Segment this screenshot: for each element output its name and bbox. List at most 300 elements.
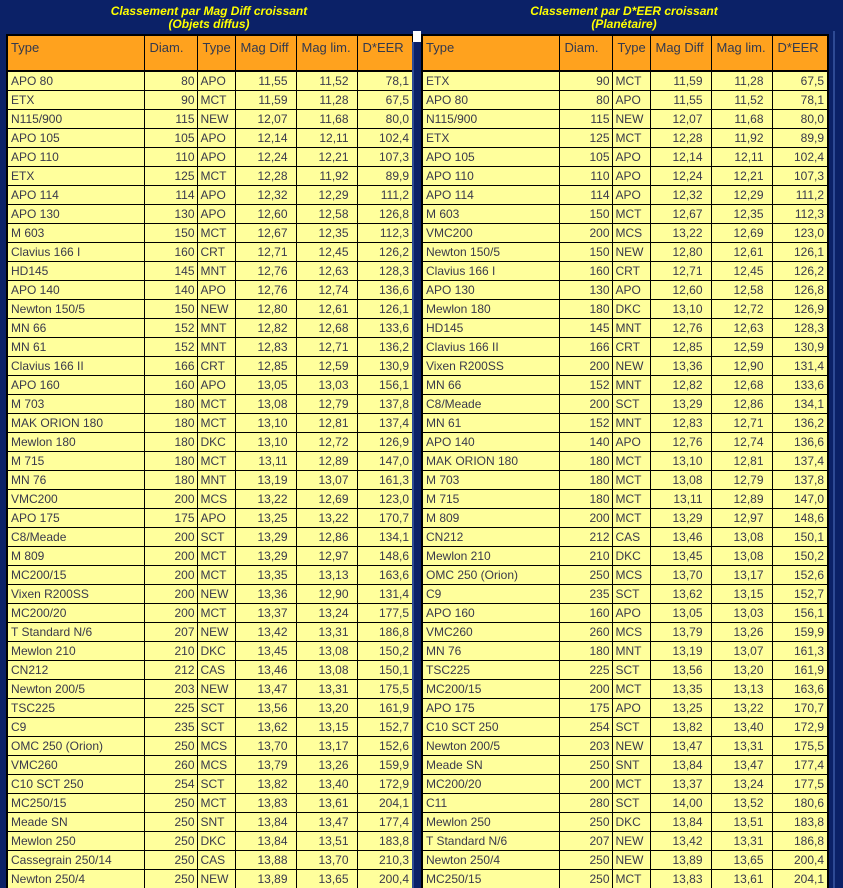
cell: 12,45: [711, 261, 772, 280]
cell: 137,4: [357, 413, 413, 432]
cell: 11,28: [711, 71, 772, 90]
cell: Mewlon 250: [422, 812, 559, 831]
cell: C9: [7, 717, 144, 736]
cell: 128,3: [772, 318, 828, 337]
cell: APO: [197, 71, 235, 90]
left-table-body: [7, 71, 413, 888]
cell: DKC: [197, 432, 235, 451]
table-row: [7, 299, 413, 318]
cell: 13,13: [711, 679, 772, 698]
cell: 13,45: [650, 546, 711, 565]
cell: HD145: [422, 318, 559, 337]
cell: M 703: [7, 394, 144, 413]
cell: MNT: [197, 261, 235, 280]
cell: DKC: [612, 546, 650, 565]
cell: 186,8: [357, 622, 413, 641]
table-row: [7, 584, 413, 603]
cell: 12,61: [711, 242, 772, 261]
cell: 177,4: [357, 812, 413, 831]
table-row: [422, 527, 828, 546]
cell: 12,97: [296, 546, 357, 565]
cell: 200: [559, 679, 612, 698]
cell: Newton 200/5: [7, 679, 144, 698]
cell: Mewlon 210: [422, 546, 559, 565]
cell: Clavius 166 II: [422, 337, 559, 356]
column-header-type2: Type: [612, 35, 650, 71]
table-row: [7, 128, 413, 147]
cell: ETX: [7, 166, 144, 185]
cell: 105: [559, 147, 612, 166]
cell: APO: [197, 185, 235, 204]
cell: 90: [144, 90, 197, 109]
table-row: [422, 90, 828, 109]
cell: 200: [144, 584, 197, 603]
cell: MN 61: [422, 413, 559, 432]
cell: 12,58: [711, 280, 772, 299]
table-row: [422, 280, 828, 299]
cell: 13,56: [235, 698, 296, 717]
cell: 150,1: [357, 660, 413, 679]
cell: 12,97: [711, 508, 772, 527]
cell: APO: [197, 204, 235, 223]
table-row: [422, 318, 828, 337]
cell: 128,3: [357, 261, 413, 280]
cell: MCT: [197, 603, 235, 622]
cell: NEW: [197, 679, 235, 698]
cell: APO 105: [7, 128, 144, 147]
cell: 12,72: [296, 432, 357, 451]
cell: 13,17: [711, 565, 772, 584]
cell: 13,08: [711, 546, 772, 565]
table-row: [7, 717, 413, 736]
cell: 12,80: [650, 242, 711, 261]
cell: APO 140: [7, 280, 144, 299]
table-row: [422, 831, 828, 850]
cell: 186,8: [772, 831, 828, 850]
cell: 13,19: [650, 641, 711, 660]
table-row: [422, 679, 828, 698]
cell: CN212: [7, 660, 144, 679]
cell: SCT: [612, 584, 650, 603]
cell: 13,03: [711, 603, 772, 622]
cell: 13,08: [711, 527, 772, 546]
cell: SCT: [612, 394, 650, 413]
cell: 13,83: [650, 869, 711, 888]
right-table-body: [422, 71, 828, 888]
cell: 107,3: [772, 166, 828, 185]
cell: 280: [559, 793, 612, 812]
table-row: [422, 869, 828, 888]
header-row: [7, 35, 413, 71]
cell: 131,4: [772, 356, 828, 375]
table-row: [422, 185, 828, 204]
cell: Mewlon 180: [7, 432, 144, 451]
cell: CAS: [197, 660, 235, 679]
table-row: [7, 280, 413, 299]
cell: MCT: [197, 413, 235, 432]
cell: 13,10: [235, 413, 296, 432]
cell: 12,21: [711, 166, 772, 185]
cell: 212: [144, 660, 197, 679]
cell: 200: [559, 508, 612, 527]
left-ranking-panel: [6, 0, 412, 888]
cell: 13,47: [650, 736, 711, 755]
cell: 13,29: [650, 508, 711, 527]
cell: 89,9: [357, 166, 413, 185]
cell: 12,90: [711, 356, 772, 375]
cell: APO: [612, 147, 650, 166]
cell: 159,9: [772, 622, 828, 641]
cell: Mewlon 180: [422, 299, 559, 318]
table-row: [7, 679, 413, 698]
cell: 13,51: [711, 812, 772, 831]
table-row: [422, 432, 828, 451]
cell: 126,8: [357, 204, 413, 223]
table-row: [422, 508, 828, 527]
table-row: [7, 261, 413, 280]
cell: 13,22: [296, 508, 357, 527]
right-frame-edge: [833, 31, 835, 888]
cell: 13,51: [296, 831, 357, 850]
table-row: [422, 128, 828, 147]
table-row: [422, 166, 828, 185]
cell: 12,76: [235, 280, 296, 299]
table-row: [7, 622, 413, 641]
cell: 12,59: [296, 356, 357, 375]
cell: 13,70: [650, 565, 711, 584]
cell: 13,47: [235, 679, 296, 698]
cell: 13,07: [711, 641, 772, 660]
cell: 111,2: [772, 185, 828, 204]
cell: APO: [197, 147, 235, 166]
cell: SNT: [612, 755, 650, 774]
cell: 12,72: [711, 299, 772, 318]
cell: 80,0: [772, 109, 828, 128]
cell: C10 SCT 250: [7, 774, 144, 793]
cell: 13,17: [296, 736, 357, 755]
cell: 13,37: [235, 603, 296, 622]
cell: MCT: [612, 451, 650, 470]
column-header-diam: Diam.: [559, 35, 612, 71]
cell: 183,8: [772, 812, 828, 831]
cell: DKC: [612, 812, 650, 831]
cell: 12,82: [650, 375, 711, 394]
cell: 13,79: [235, 755, 296, 774]
column-header-diam: Diam.: [144, 35, 197, 71]
cell: 137,4: [772, 451, 828, 470]
cell: 13,10: [650, 299, 711, 318]
cell: TSC225: [7, 698, 144, 717]
cell: APO: [612, 280, 650, 299]
cell: 175: [559, 698, 612, 717]
cell: 13,46: [650, 527, 711, 546]
cell: 13,20: [296, 698, 357, 717]
cell: MN 66: [422, 375, 559, 394]
cell: Clavius 166 II: [7, 356, 144, 375]
cell: OMC 250 (Orion): [7, 736, 144, 755]
cell: DKC: [612, 299, 650, 318]
cell: 13,70: [296, 850, 357, 869]
cell: 13,62: [650, 584, 711, 603]
cell: MNT: [197, 318, 235, 337]
cell: MC200/15: [422, 679, 559, 698]
cell: SCT: [197, 717, 235, 736]
cell: 180: [559, 299, 612, 318]
cell: 160: [144, 375, 197, 394]
cell: 180: [559, 470, 612, 489]
cell: 126,8: [772, 280, 828, 299]
cell: CRT: [197, 356, 235, 375]
cell: 13,35: [650, 679, 711, 698]
cell: 212: [559, 527, 612, 546]
cell: APO 160: [7, 375, 144, 394]
cell: 125: [144, 166, 197, 185]
cell: 11,55: [650, 90, 711, 109]
table-row: [422, 546, 828, 565]
deer-ranking-table: [421, 34, 829, 888]
cell: APO 114: [7, 185, 144, 204]
cell: 126,1: [357, 299, 413, 318]
header-row: [422, 35, 828, 71]
cell: C10 SCT 250: [422, 717, 559, 736]
cell: NEW: [612, 356, 650, 375]
cell: 250: [559, 850, 612, 869]
cell: 250: [144, 812, 197, 831]
cell: 13,79: [650, 622, 711, 641]
table-row: [7, 90, 413, 109]
cell: 13,25: [650, 698, 711, 717]
table-row: [7, 755, 413, 774]
cell: 250: [144, 736, 197, 755]
table-row: [7, 413, 413, 432]
cell: MCT: [612, 71, 650, 90]
cell: 172,9: [357, 774, 413, 793]
cell: SCT: [197, 774, 235, 793]
cell: 180: [559, 489, 612, 508]
cell: 13,10: [650, 451, 711, 470]
cell: 150: [144, 223, 197, 242]
cell: 13,88: [235, 850, 296, 869]
cell: 80: [559, 90, 612, 109]
cell: ETX: [7, 90, 144, 109]
cell: 147,0: [772, 489, 828, 508]
cell: 13,15: [296, 717, 357, 736]
cell: 177,5: [357, 603, 413, 622]
cell: Newton 200/5: [422, 736, 559, 755]
cell: NEW: [197, 584, 235, 603]
table-row: [422, 394, 828, 413]
cell: 13,42: [650, 831, 711, 850]
cell: 163,6: [772, 679, 828, 698]
cell: 148,6: [357, 546, 413, 565]
cell: 12,86: [711, 394, 772, 413]
cell: 200,4: [772, 850, 828, 869]
cell: 13,84: [650, 812, 711, 831]
right-ranking-panel: [421, 0, 827, 888]
cell: 200: [144, 546, 197, 565]
cell: 13,82: [650, 717, 711, 736]
cell: NEW: [612, 850, 650, 869]
cell: 137,8: [772, 470, 828, 489]
cell: 114: [144, 185, 197, 204]
cell: MCT: [612, 204, 650, 223]
table-row: [7, 204, 413, 223]
cell: MAK ORION 180: [422, 451, 559, 470]
cell: 180: [144, 394, 197, 413]
cell: SCT: [197, 698, 235, 717]
cell: 80,0: [357, 109, 413, 128]
cell: 180: [559, 641, 612, 660]
cell: 12,74: [711, 432, 772, 451]
cell: 12,14: [650, 147, 711, 166]
table-row: [422, 299, 828, 318]
cell: 260: [144, 755, 197, 774]
cell: 11,52: [711, 90, 772, 109]
column-header-maglim: Mag lim.: [296, 35, 357, 71]
cell: 12,76: [650, 432, 711, 451]
cell: 12,86: [296, 527, 357, 546]
cell: 13,08: [296, 641, 357, 660]
cell: 203: [559, 736, 612, 755]
cell: 204,1: [357, 793, 413, 812]
cell: 147,0: [357, 451, 413, 470]
table-row: [422, 717, 828, 736]
cell: 13,89: [650, 850, 711, 869]
table-row: [7, 869, 413, 888]
cell: C8/Meade: [422, 394, 559, 413]
cell: MCT: [612, 774, 650, 793]
cell: SCT: [612, 717, 650, 736]
cell: 13,61: [296, 793, 357, 812]
cell: 177,5: [772, 774, 828, 793]
table-row: [7, 698, 413, 717]
cell: 13,22: [235, 489, 296, 508]
table-row: [7, 508, 413, 527]
table-row: [422, 261, 828, 280]
cell: 110: [559, 166, 612, 185]
cell: MCT: [612, 679, 650, 698]
cell: 145: [144, 261, 197, 280]
cell: 13,52: [711, 793, 772, 812]
cell: 12,69: [296, 489, 357, 508]
cell: 12,07: [650, 109, 711, 128]
cell: 170,7: [357, 508, 413, 527]
cell: APO 80: [422, 90, 559, 109]
cell: 200: [144, 489, 197, 508]
cell: M 703: [422, 470, 559, 489]
cell: APO: [197, 508, 235, 527]
column-header-deer: D*EER: [772, 35, 828, 71]
cell: 13,83: [235, 793, 296, 812]
table-row: [422, 584, 828, 603]
cell: MCT: [197, 223, 235, 242]
column-header-deer: D*EER: [357, 35, 413, 71]
cell: MCT: [197, 90, 235, 109]
cell: 207: [144, 622, 197, 641]
table-row: [7, 242, 413, 261]
cell: 12,85: [650, 337, 711, 356]
cell: 13,24: [296, 603, 357, 622]
cell: 13,20: [711, 660, 772, 679]
cell: APO: [612, 185, 650, 204]
cell: 105: [144, 128, 197, 147]
cell: 13,05: [235, 375, 296, 394]
table-row: [7, 546, 413, 565]
cell: 235: [559, 584, 612, 603]
cell: 13,15: [711, 584, 772, 603]
cell: 200: [144, 603, 197, 622]
left-table-title: [6, 0, 412, 34]
cell: 13,22: [650, 223, 711, 242]
cell: 12,82: [235, 318, 296, 337]
cell: 12,85: [235, 356, 296, 375]
cell: 11,92: [296, 166, 357, 185]
cell: 12,28: [235, 166, 296, 185]
cell: 110: [144, 147, 197, 166]
cell: APO 175: [422, 698, 559, 717]
cell: MC250/15: [7, 793, 144, 812]
cell: 112,3: [772, 204, 828, 223]
cell: CAS: [612, 527, 650, 546]
cell: APO 105: [422, 147, 559, 166]
cell: 160: [559, 603, 612, 622]
cell: 12,89: [711, 489, 772, 508]
cell: 175,5: [772, 736, 828, 755]
cell: 152: [559, 413, 612, 432]
cell: MNT: [612, 413, 650, 432]
cell: 159,9: [357, 755, 413, 774]
cell: 150,1: [772, 527, 828, 546]
cell: 126,1: [772, 242, 828, 261]
cell: NEW: [197, 109, 235, 128]
column-header-magdiff: Mag Diff: [650, 35, 711, 71]
cell: M 715: [7, 451, 144, 470]
cell: MCT: [612, 869, 650, 888]
cell: 114: [559, 185, 612, 204]
cell: 12,35: [711, 204, 772, 223]
cell: CAS: [197, 850, 235, 869]
cell: 200: [559, 774, 612, 793]
cell: NEW: [197, 622, 235, 641]
cell: 180: [144, 432, 197, 451]
cell: MC200/15: [7, 565, 144, 584]
cell: 156,1: [357, 375, 413, 394]
cell: APO 110: [422, 166, 559, 185]
cell: MCT: [612, 128, 650, 147]
table-row: [422, 660, 828, 679]
cell: NEW: [197, 299, 235, 318]
cell: 12,24: [235, 147, 296, 166]
cell: APO 160: [422, 603, 559, 622]
cell: 13,31: [711, 831, 772, 850]
cell: 112,3: [357, 223, 413, 242]
cell: NEW: [612, 242, 650, 261]
cell: 260: [559, 622, 612, 641]
cell: 254: [144, 774, 197, 793]
cell: 13,35: [235, 565, 296, 584]
cell: MCT: [197, 166, 235, 185]
cell: 12,74: [296, 280, 357, 299]
cell: 126,2: [357, 242, 413, 261]
table-row: [422, 71, 828, 90]
cell: 137,8: [357, 394, 413, 413]
mag-diff-ranking-table: [6, 34, 414, 888]
cell: 12,71: [296, 337, 357, 356]
cell: VMC260: [7, 755, 144, 774]
table-row: [7, 185, 413, 204]
cell: 13,24: [711, 774, 772, 793]
cell: MNT: [612, 318, 650, 337]
